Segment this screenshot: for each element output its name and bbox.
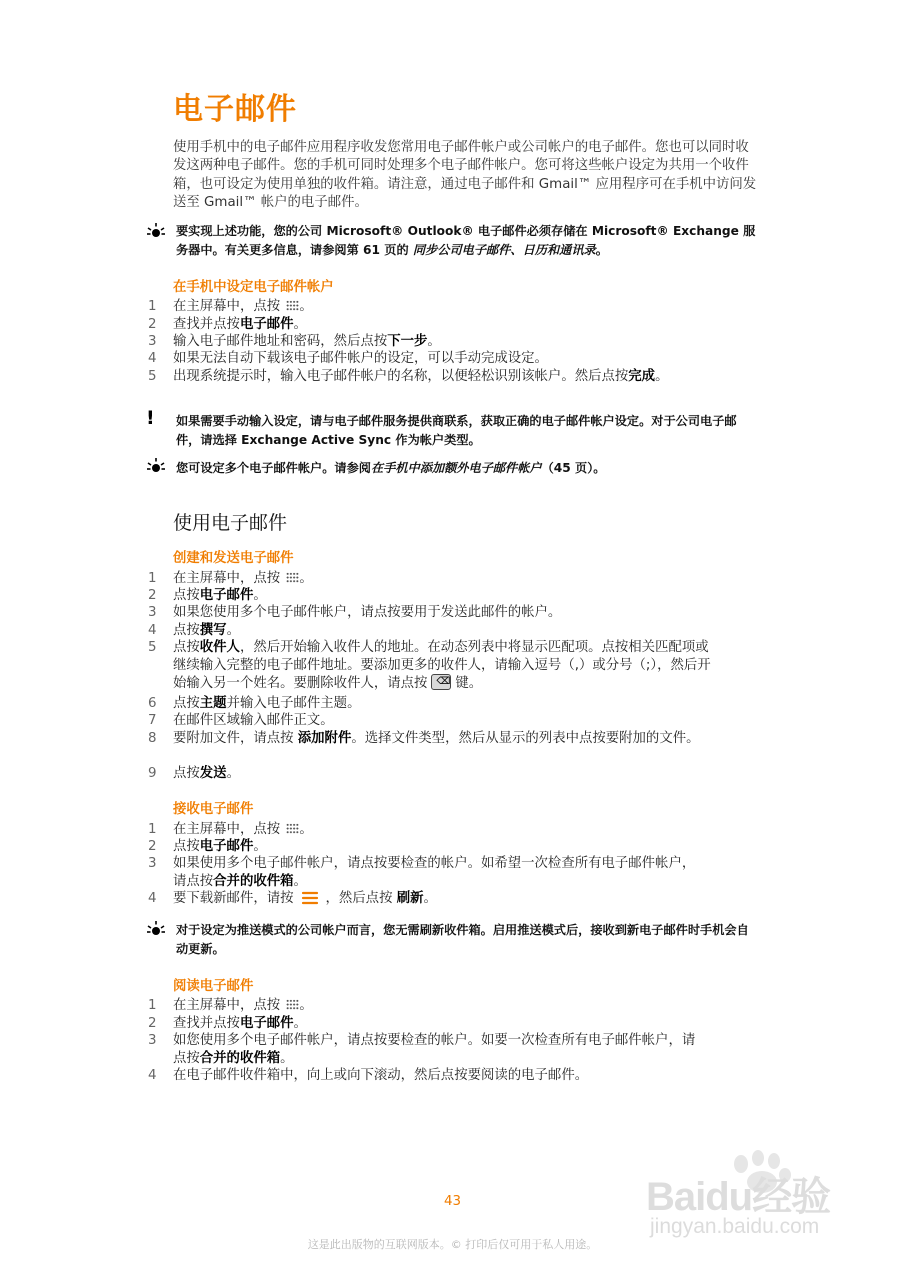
step-number: 2 (148, 588, 157, 603)
page-title: 电子邮件 (173, 92, 297, 127)
step-text: 如果无法自动下载该电子邮件帐户的设定，可以手动完成设定。 (173, 351, 548, 366)
tip-end: 。 (595, 242, 608, 257)
step-text-mid: ，然后点按 (325, 891, 397, 906)
step-text: 在主屏幕中，点按 (173, 571, 285, 586)
step-number: 5 (148, 640, 157, 655)
step-number: 3 (148, 1033, 157, 1048)
step-number: 1 (148, 822, 157, 837)
setup-heading: 在手机中设定电子邮件帐户 (173, 280, 334, 295)
step-text-end: 。 (299, 571, 313, 586)
step-text-mid: ，然后开始输入收件人的地址。在动态列表中将显示匹配项。点按相关匹配项或继续输入完整的电子邮件地址。要添加更多的收件人，请输入逗号（,）或分号（;），然后开始输入另一个姓名。要删除收件人，请点按 (173, 640, 711, 691)
step-number: 3 (148, 605, 157, 620)
step-text-end: 。 (299, 998, 313, 1013)
app-grid-icon (286, 572, 299, 583)
step-text: 要附加文件，请点按 (173, 731, 298, 746)
app-grid-icon (286, 300, 299, 311)
step-text: 在主屏幕中，点按 (173, 299, 285, 314)
step-number: 9 (148, 766, 157, 781)
exclamation-warning-icon: ! (146, 407, 155, 429)
step-text-end: 。 (293, 873, 307, 889)
footer-note: 这是此出版物的互联网版本。© 打印后仅可用于私人用途。 (307, 1238, 598, 1251)
step-emphasis: 电子邮件 (239, 317, 294, 332)
step-text: 出现系统提示时，输入电子邮件帐户的名称，以便轻松识别该帐户。然后点按 (173, 369, 629, 384)
step-text-end: 键。 (455, 676, 483, 691)
step-emphasis: 电子邮件 (199, 588, 254, 603)
read-heading: 阅读电子邮件 (173, 979, 254, 994)
step-text: 点按 (173, 766, 200, 781)
step-emphasis: 完成 (628, 369, 656, 384)
step-text-end: 。 (226, 623, 240, 638)
step-number: 5 (148, 369, 157, 384)
intro-paragraph: 使用手机中的电子邮件应用程序收发您常用电子邮件帐户或公司帐户的电子邮件。您也可以同时收发这两种电子邮件。您的手机可同时处理多个电子邮件帐户。您可将这些帐户设定为共用一个收件箱，也可设定为使用单独的收件箱。请注意，通过电子邮件和 Gmail™ 应用程序可在手机中访问发送至 Gmail™ 帐户的电子邮件。 (173, 140, 757, 210)
step-text: 输入电子邮件地址和密码，然后点按 (173, 334, 388, 349)
step-number: 7 (148, 713, 157, 728)
step-number: 1 (148, 571, 157, 586)
tip-note (176, 459, 756, 478)
step-text-end: 。 (427, 334, 441, 349)
watermark-logo: Baidu经验 (646, 1175, 831, 1219)
step-text-end: 。选择文件类型，然后从显示的列表中点按要附加的文件。 (351, 731, 700, 746)
section-heading: 使用电子邮件 (173, 512, 288, 534)
step-emphasis: 合并的收件箱 (199, 1050, 281, 1066)
step-text: 查找并点按 (173, 1016, 240, 1031)
step-text: 要下载新邮件，请按 (173, 891, 294, 906)
step-text: 如您使用多个电子邮件帐户，请点按要检查的帐户。如要一次检查所有电子邮件帐户，请点按 (173, 1033, 696, 1066)
app-grid-icon (286, 823, 299, 834)
step-emphasis: 发送 (199, 766, 227, 781)
step-text: 在主屏幕中，点按 (173, 822, 285, 837)
step-text: 点按 (173, 588, 200, 603)
step-text: 点按 (173, 839, 200, 854)
step-emphasis: 电子邮件 (199, 839, 254, 854)
step-emphasis: 添加附件 (297, 731, 352, 746)
step-text: 在电子邮件收件箱中，向上或向下滚动，然后点按要阅读的电子邮件。 (173, 1068, 589, 1083)
tip-text: 要实现上述功能，您的公司 Microsoft® Outlook® 电子邮件必须存储在 Microsoft® Exchange 服务器中。有关更多信息，请参阅第 61 页的 (176, 224, 756, 257)
step-text: 点按 (173, 640, 200, 655)
step-emphasis: 刷新 (396, 891, 424, 906)
app-grid-icon (286, 999, 299, 1010)
step-number: 3 (148, 334, 157, 349)
step-number: 6 (148, 696, 157, 711)
step-text: 在邮件区域输入邮件正文。 (173, 713, 334, 728)
step-text-end: 。 (655, 369, 669, 384)
step-number: 1 (148, 998, 157, 1013)
step-text-end: 并输入电子邮件主题。 (226, 696, 361, 711)
tip-link-sync[interactable]: 同步公司电子邮件、日历和通讯录 (412, 242, 596, 257)
step-number: 2 (148, 839, 157, 854)
step-number: 2 (148, 317, 157, 332)
step-emphasis: 合并的收件箱 (213, 873, 294, 889)
tip-note: 对于设定为推送模式的公司帐户而言，您无需刷新收件箱。启用推送模式后，接收到新电子邮件时手机会自动更新。 (176, 923, 749, 956)
step-text-end: 。 (253, 839, 267, 854)
step-emphasis: 电子邮件 (239, 1016, 294, 1031)
step-number: 1 (148, 299, 157, 314)
step-text-end: 。 (299, 822, 313, 837)
compose-heading: 创建和发送电子邮件 (173, 551, 294, 566)
step-text: 在主屏幕中，点按 (173, 998, 285, 1013)
step-text-end: 。 (280, 1050, 294, 1066)
step-number: 4 (148, 891, 157, 906)
warning-note: 如果需要手动输入设定，请与电子邮件服务提供商联系，获取正确的电子邮件帐户设定。对于公司电子邮件，请选择 Exchange Active Sync 作为帐户类型。 (176, 414, 737, 447)
step-number: 4 (148, 351, 157, 366)
step-text: 如果您使用多个电子邮件帐户，请点按要用于发送此邮件的帐户。 (173, 605, 562, 620)
step-text-end: 。 (293, 317, 307, 332)
step-emphasis: 下一步 (387, 334, 428, 349)
step-number: 8 (148, 731, 157, 746)
page-number: 43 (443, 1194, 462, 1209)
tip-text: 您可设定多个电子邮件帐户。请参阅 (176, 461, 371, 475)
step-number: 3 (148, 856, 157, 871)
step-emphasis: 主题 (199, 696, 227, 711)
step-number: 4 (148, 623, 157, 638)
step-text-end: 。 (226, 766, 240, 781)
step-emphasis: 收件人 (199, 640, 240, 655)
step-number: 4 (148, 1068, 157, 1083)
menu-icon (300, 890, 320, 906)
tip-end: （45 页）。 (541, 461, 606, 475)
step-text-end: 。 (293, 1016, 307, 1031)
step-text-end: 。 (423, 891, 437, 906)
lightbulb-tip-icon (145, 919, 167, 941)
step-text-end: 。 (299, 299, 313, 314)
receive-heading: 接收电子邮件 (173, 802, 254, 817)
step-text-end: 。 (253, 588, 267, 603)
step-text: 如果使用多个电子邮件帐户，请点按要检查的帐户。如希望一次检查所有电子邮件帐户，请点按 (173, 856, 696, 889)
tip-note (176, 222, 756, 259)
step-number: 2 (148, 1016, 157, 1031)
step-text: 点按 (173, 623, 200, 638)
step-text: 查找并点按 (173, 317, 240, 332)
delete-key-icon: ⌫ (431, 674, 451, 690)
tip-link-add-account[interactable]: 在手机中添加额外电子邮件帐户 (371, 461, 542, 475)
lightbulb-tip-icon (145, 221, 167, 243)
lightbulb-tip-icon (145, 456, 167, 478)
step-text: 点按 (173, 696, 200, 711)
watermark-url: jingyan.baidu.com (650, 1215, 820, 1238)
step-emphasis: 撰写 (199, 623, 227, 638)
